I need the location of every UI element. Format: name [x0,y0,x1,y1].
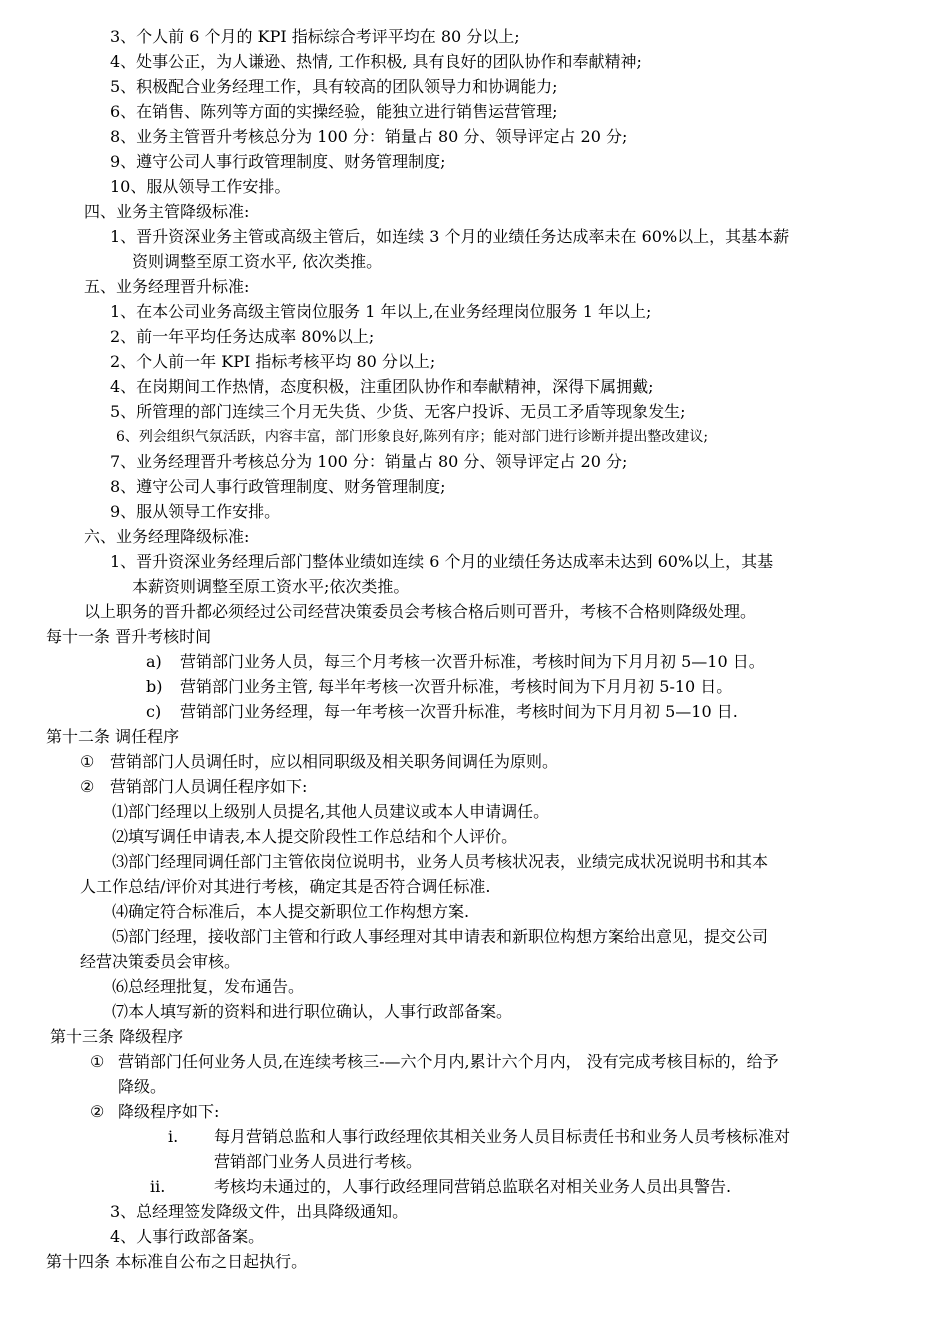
text-line: ⑵填写调任申请表,本人提交阶段性工作总结和个人评价。 [112,827,518,846]
text-line: ⑸部门经理，接收部门主管和行政人事经理对其申请表和新职位构想方案给出意见，提交公司 [112,927,769,946]
text-line: 1、在本公司业务高级主管岗位服务 1 年以上,在业务经理岗位服务 1 年以上; [110,302,652,321]
text-line: 营销部门业务人员进行考核。 [214,1152,423,1171]
section-heading: 四、业务主管降级标准: [84,202,250,221]
text-line: 降级。 [118,1077,167,1096]
text-line: 2、个人前一年 KPI 指标考核平均 80 分以上; [110,352,436,371]
text-line: 4、人事行政部备案。 [110,1227,265,1246]
section-heading: 六、业务经理降级标准: [84,527,250,546]
article-heading: 第十四条 本标准自公布之日起执行。 [46,1252,308,1271]
article-heading: 第十二条 调任程序 [46,727,180,746]
text-line: ⑴部门经理以上级别人员提名,其他人员建议或本人申请调任。 [112,802,550,821]
text-line: 本薪资则调整至原工资水平;依次类推。 [132,577,410,596]
list-item [90,1050,779,1074]
text-line: 3、个人前 6 个月的 KPI 指标综合考评平均在 80 分以上; [110,27,520,46]
list-item-text: 每月营销总监和人事行政经理依其相关业务人员目标责任书和业务人员考核标准对 [214,1127,791,1146]
text-line: 6、列会组织气氛活跃，内容丰富，部门形象良好,陈列有序；能对部门进行诊断并提出整改建议; [116,429,709,445]
text-line: 3、总经理签发降级文件，出具降级通知。 [110,1202,409,1221]
list-item-text: 考核均未通过的，人事行政经理同营销总监联名对相关业务人员出具警告. [214,1177,732,1196]
list-marker: ① [90,1052,105,1071]
text-line: 2、前一年平均任务达成率 80%以上; [110,327,375,346]
list-marker: ① [80,752,95,771]
section-heading: 五、业务经理晋升标准: [84,277,250,296]
list-marker: b) [146,677,163,696]
list-item [150,1175,731,1199]
text-line: 经营决策委员会审核。 [80,952,241,971]
text-line: 1、晋升资深业务主管或高级主管后，如连续 3 个月的业绩任务达成率未在 60%以上，其基本薪 [110,227,790,246]
list-item-text: 营销部门业务主管, 每半年考核一次晋升标准，考核时间为下月月初 5-10 日。 [180,677,733,696]
article-heading: 每十一条 晋升考核时间 [46,627,212,646]
list-item [168,1125,790,1149]
list-item [146,700,738,724]
list-marker: a) [146,652,162,671]
list-item-text: 营销部门任何业务人员,在连续考核三-—六个月内,累计六个月内， 没有完成考核目标的，给予 [118,1052,779,1071]
text-line: ⑺本人填写新的资料和进行职位确认，人事行政部备案。 [112,1002,513,1021]
list-item-text: 营销部门人员调任程序如下: [110,777,308,796]
list-marker: i. [168,1127,179,1146]
text-line: 8、业务主管晋升考核总分为 100 分：销量占 80 分、领导评定占 20 分; [110,127,628,146]
text-line: 5、所管理的部门连续三个月无失货、少货、无客户投诉、无员工矛盾等现象发生; [110,402,686,421]
text-line: 资则调整至原工资水平, 依次类推。 [132,252,383,271]
text-line: 1、晋升资深业务经理后部门整体业绩如连续 6 个月的业绩任务达成率未达到 60%以上，其基 [110,552,774,571]
list-item [146,650,765,674]
text-line: ⑷确定符合标准后，本人提交新职位工作构想方案. [112,902,470,921]
list-item [146,675,732,699]
list-marker: c) [146,702,162,721]
list-item [80,775,307,799]
text-line: ⑶部门经理同调任部门主管依岗位说明书，业务人员考核状况表，业绩完成状况说明书和其本 [112,852,769,871]
list-item-text: 营销部门人员调任时，应以相同职级及相关职务间调任为原则。 [110,752,559,771]
text-line: 8、遵守公司人事行政管理制度、财务管理制度; [110,477,446,496]
text-line: 9、遵守公司人事行政管理制度、财务管理制度; [110,152,446,171]
text-line: ⑹总经理批复，发布通告。 [112,977,305,996]
list-item-text: 营销部门业务人员，每三个月考核一次晋升标准，考核时间为下月月初 5—10 日。 [180,652,765,671]
list-item [80,750,558,774]
list-item-text: 营销部门业务经理，每一年考核一次晋升标准，考核时间为下月月初 5—10 日. [180,702,738,721]
text-line: 10、服从领导工作安排。 [110,177,291,196]
text-line: 4、处事公正，为人谦逊、热情, 工作积极, 具有良好的团队协作和奉献精神; [110,52,642,71]
text-line: 人工作总结/评价对其进行考核，确定其是否符合调任标准. [80,877,491,896]
article-heading: 第十三条 降级程序 [50,1027,184,1046]
list-item-text: 降级程序如下: [118,1102,220,1121]
list-marker: ② [90,1102,105,1121]
text-line: 7、业务经理晋升考核总分为 100 分：销量占 80 分、领导评定占 20 分; [110,452,628,471]
text-line: 4、在岗期间工作热情，态度积极，注重团队协作和奉献精神，深得下属拥戴; [110,377,654,396]
text-line: 5、积极配合业务经理工作，具有较高的团队领导力和协调能力; [110,77,558,96]
text-line: 9、服从领导工作安排。 [110,502,281,521]
text-line: 6、在销售、陈列等方面的实操经验，能独立进行销售运营管理; [110,102,558,121]
list-item [90,1100,219,1124]
list-marker: ii. [150,1177,166,1196]
list-marker: ② [80,777,95,796]
text-line: 以上职务的晋升都必须经过公司经营决策委员会考核合格后则可晋升，考核不合格则降级处理。 [84,602,757,621]
